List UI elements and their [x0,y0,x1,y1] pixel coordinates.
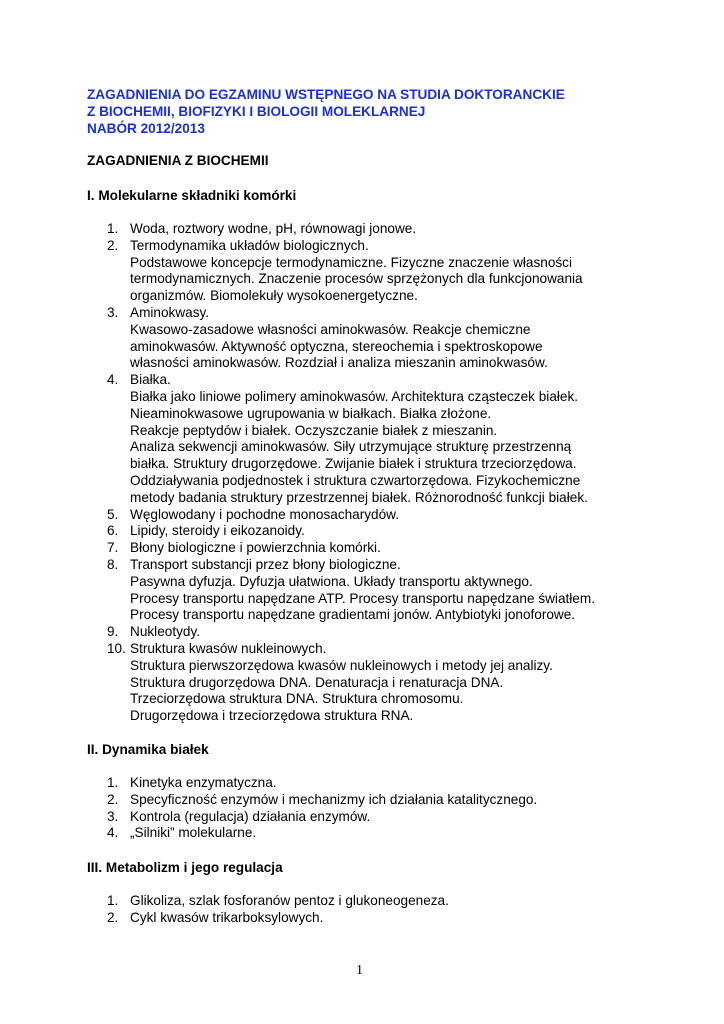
list-item-detail-line: termodynamicznych. Znaczenie procesów sprzężonych dla funkcjonowania [130,271,583,287]
list-item [107,893,449,910]
list-item-number: 3. [107,808,119,824]
page-number: 1 [356,963,363,978]
list-item-number: 9. [107,624,119,640]
section-1-list [107,221,595,725]
list-item [107,910,449,927]
header-line-1: ZAGADNIENIA DO EGZAMINU WSTĘPNEGO NA STUDIA DOKTORANCKIE [87,87,565,102]
list-item-title: Termodynamika układów biologicznych. [130,237,369,253]
section-3-list [107,893,449,927]
list-item [107,775,537,792]
list-item-detail-line: Kwasowo-zasadowe własności aminokwasów. Reakcje chemiczne [130,321,531,337]
list-item-title: Kinetyka enzymatyczna. [130,775,277,790]
list-item [107,624,595,641]
list-item-detail-line: Struktura drugorzędowa DNA. Denaturacja i renaturacja DNA. [130,674,504,690]
list-item-number: 3. [107,304,119,320]
list-item-detail-line: białka. Struktury drugorzędowe. Zwijanie białek i struktura trzeciorzędowa. [130,456,577,472]
list-item [107,641,595,725]
list-item-detail-line: metody badania struktury przestrzennej białek. Różnorodność funkcji białek. [130,489,588,505]
section-3-title: III. Metabolizm i jego regulacja [87,860,283,875]
list-item-detail-line: Pasywna dyfuzja. Dyfuzja ułatwiona. Układy transportu aktywnego. [130,573,533,589]
list-item-detail-line: Procesy transportu napędzane gradientami jonów. Antybiotyki jonoforowe. [130,607,576,623]
list-item-title: Nukleotydy. [130,624,201,640]
list-item-title: „Silniki” molekularne. [130,825,257,841]
list-item-title: Aminokwasy. [130,304,210,320]
list-item-detail-line: Podstawowe koncepcje termodynamiczne. Fizyczne znaczenie własności [130,254,573,270]
list-item-detail-line: Trzeciorzędowa struktura DNA. Struktura chromosomu. [130,691,464,707]
list-item-number: 10. [107,640,126,656]
list-item-number: 2. [107,909,119,925]
list-item-title: Błony biologiczne i powierzchnia komórki. [130,540,381,556]
list-item-detail-line: Struktura pierwszorzędowa kwasów nukleinowych i metody jej analizy. [130,657,553,673]
list-item-title: Glikoliza, szlak fosforanów pentoz i glukoneogeneza. [130,893,449,908]
list-item-detail-line: Analiza sekwencji aminokwasów. Siły utrzymujące strukturę przestrzenną [130,439,572,455]
list-item [107,507,595,524]
list-item-number: 4. [107,825,119,841]
section-2-list [107,775,537,842]
list-item-detail-line: Oddziaływania podjednostek i struktura czwartorzędowa. Fizykochemiczne [130,472,581,488]
list-item [107,557,595,624]
list-item [107,372,595,506]
list-item-detail-line: własności aminokwasów. Rozdział i analiza mieszanin aminokwasów. [130,355,548,371]
list-item-number: 6. [107,523,119,539]
list-item-number: 4. [107,372,119,388]
list-item [107,809,537,826]
list-item-detail-line: Nieaminokwasowe ugrupowania w białkach. Białka złożone. [130,405,492,421]
list-item-title: Cykl kwasów trikarboksylowych. [130,909,324,925]
header-line-2: Z BIOCHEMII, BIOFIZYKI I BIOLOGII MOLEKLARNEJ [87,104,426,119]
list-item-number: 2. [107,237,119,253]
document-header [87,86,565,137]
list-item-title: Specyficzność enzymów i mechanizmy ich działania katalitycznego. [130,791,538,807]
list-item-number: 1. [107,893,119,908]
list-item-number: 1. [107,775,119,790]
list-item-title: Struktura kwasów nukleinowych. [130,640,327,656]
list-item-detail-line: Procesy transportu napędzane ATP. Procesy transportu napędzane światłem. [130,590,595,606]
list-item [107,221,595,238]
list-item-detail-line: aminokwasów. Aktywność optyczna, stereochemia i spektroskopowe [130,338,543,354]
section-2-title: II. Dynamika białek [87,742,209,757]
list-item-detail-line: Reakcje peptydów i białek. Oczyszczanie białek z mieszanin. [130,422,498,438]
list-item-number: 7. [107,540,119,556]
list-item-title: Białka. [130,372,171,388]
list-item-number: 1. [107,221,119,236]
list-item [107,305,595,372]
list-item-title: Węglowodany i pochodne monosacharydów. [130,506,400,522]
list-item [107,825,537,842]
list-item [107,523,595,540]
list-item-title: Transport substancji przez błony biologiczne. [130,556,401,572]
list-item-number: 5. [107,506,119,522]
list-item-number: 2. [107,791,119,807]
list-item-title: Woda, roztwory wodne, pH, równowagi jonowe. [130,221,417,236]
header-line-3: NABÓR 2012/2013 [87,121,205,136]
list-item-detail-line: Drugorzędowa i trzeciorzędowa struktura RNA. [130,708,414,724]
list-item [107,238,595,305]
list-item-title: Kontrola (regulacja) działania enzymów. [130,808,371,824]
section-1-title: I. Molekularne składniki komórki [87,188,297,203]
list-item [107,792,537,809]
list-item-detail-line: Białka jako liniowe polimery aminokwasów. Architektura cząsteczek białek. [130,388,579,404]
list-item [107,540,595,557]
section-heading-biochemistry: ZAGADNIENIA Z BIOCHEMII [87,153,269,168]
list-item-number: 8. [107,556,119,572]
list-item-detail-line: organizmów. Biomolekuły wysokoenergetyczne. [130,288,418,304]
list-item-title: Lipidy, steroidy i eikozanoidy. [130,523,305,539]
